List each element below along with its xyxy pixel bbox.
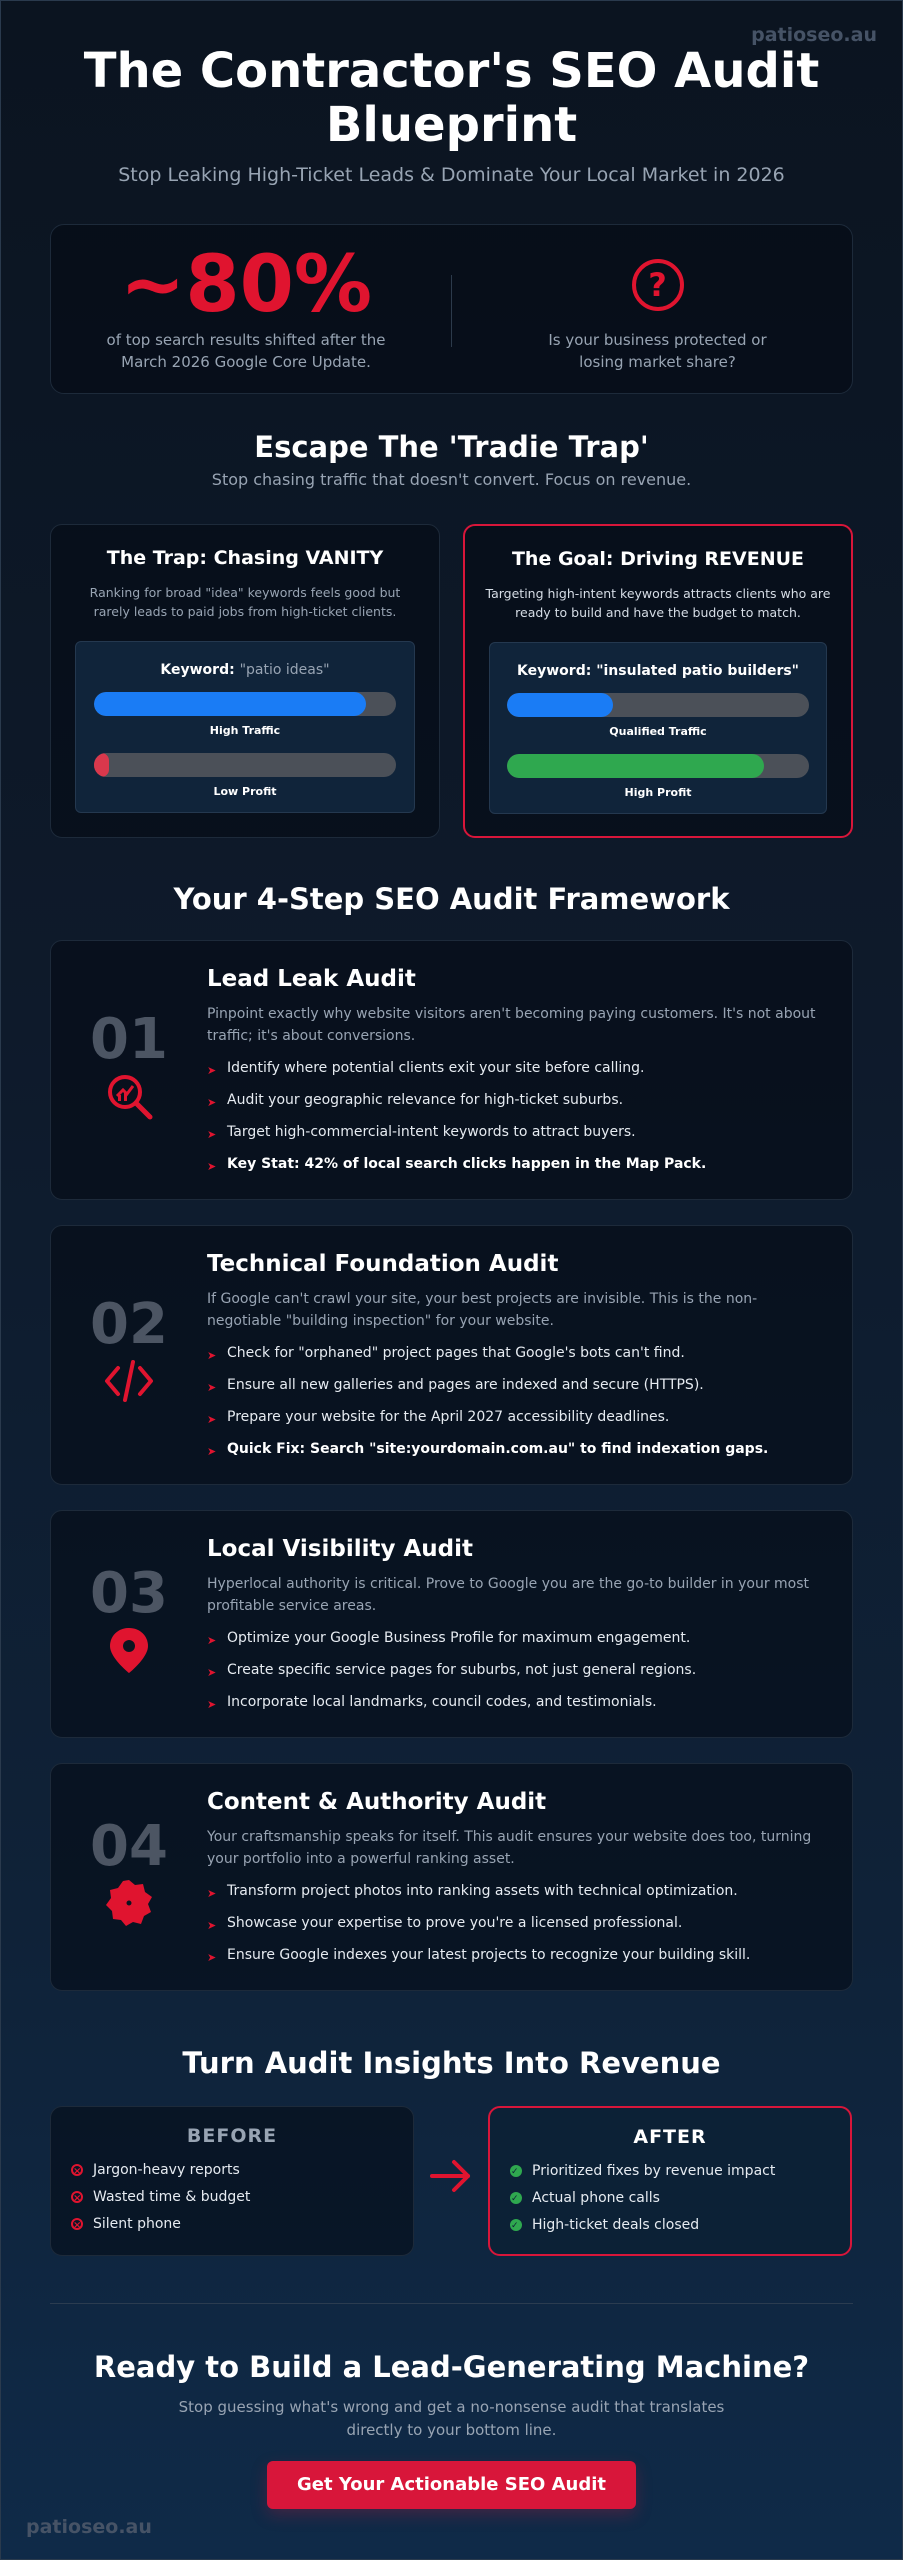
list-item-text: Optimize your Google Business Profile for maximum engagement.: [227, 1630, 691, 1646]
trap-bar-traffic-fill: [94, 692, 366, 716]
list-item: [207, 1089, 822, 1111]
arrow-icon: ➤: [207, 1381, 217, 1394]
step-list: [207, 1627, 822, 1713]
goal-card-title: The Goal: Driving REVENUE: [511, 548, 805, 570]
trap-section-title: Escape The 'Tradie Trap': [254, 430, 649, 464]
arrow-right-icon: [428, 2156, 474, 2196]
before-list: [71, 2161, 413, 2233]
list-item: [510, 2189, 850, 2207]
trap-keyword-label: Keyword:: [160, 662, 235, 678]
cta-subtitle-wrap: [0, 2396, 903, 2442]
step-card-3: [50, 1510, 853, 1738]
list-item: [510, 2216, 850, 2234]
list-item: [207, 1342, 822, 1364]
step-list: [207, 1057, 822, 1175]
goal-bar-traffic-label: Qualified Traffic: [609, 725, 707, 738]
cta-title: Ready to Build a Lead-Generating Machine?: [93, 2350, 810, 2384]
goal-bar-traffic-fill: [507, 693, 613, 717]
stat-divider: [451, 275, 452, 347]
trap-bar-profit: [94, 753, 396, 777]
list-item: [71, 2161, 413, 2179]
step-body: [207, 1250, 822, 1470]
list-item-text: High-ticket deals closed: [532, 2217, 700, 2233]
goal-card-description: Targeting high-intent keywords attracts clients who are ready to build and have the budget to match.: [485, 586, 831, 620]
step-body: [207, 965, 822, 1185]
x-circle-icon: [71, 2191, 83, 2203]
x-circle-icon: [71, 2164, 83, 2176]
list-item: [207, 1912, 822, 1934]
step-number: 03: [90, 1561, 168, 1626]
map-pin-icon: [104, 1625, 154, 1675]
list-item: [207, 1880, 822, 1902]
page-subtitle: Stop Leaking High-Ticket Leads & Dominate Your Local Market in 2026: [118, 164, 785, 186]
list-item-text: Showcase your expertise to prove you're a licensed professional.: [227, 1915, 683, 1931]
step-card-1: [50, 940, 853, 1200]
arrow-icon: ➤: [207, 1349, 217, 1362]
list-item-text: Quick Fix: Search "site:yourdomain.com.au" to find indexation gaps.: [227, 1441, 769, 1457]
before-title: BEFORE: [186, 2125, 278, 2147]
list-item-text: Key Stat: 42% of local search clicks happen in the Map Pack.: [227, 1156, 707, 1172]
brand-logo-top: patioseo.au: [751, 24, 877, 46]
list-item-text: Incorporate local landmarks, council codes, and testimonials.: [227, 1694, 657, 1710]
list-item-text: Audit your geographic relevance for high-ticket suburbs.: [227, 1092, 624, 1108]
list-item-text: Silent phone: [93, 2216, 181, 2232]
step-description: Your craftsmanship speaks for itself. This audit ensures your website does too, turning your portfolio into a powerful ranking asset.: [207, 1829, 812, 1867]
trap-keyword-value: "patio ideas": [239, 662, 330, 678]
list-item-text: Prioritized fixes by revenue impact: [532, 2163, 776, 2179]
code-icon: [104, 1356, 154, 1406]
step-number: 01: [90, 1007, 168, 1072]
after-card: [488, 2106, 852, 2256]
list-item: [207, 1121, 822, 1143]
list-item-highlight: [207, 1438, 822, 1460]
list-item-text: Check for "orphaned" project pages that Google's bots can't find.: [227, 1345, 685, 1361]
list-item-text: Identify where potential clients exit your site before calling.: [227, 1060, 645, 1076]
step-body: [207, 1788, 822, 1976]
before-card: [50, 2106, 414, 2256]
goal-card: [463, 524, 853, 838]
step-description: If Google can't crawl your site, your best projects are invisible. This is the non-negotiable "building inspection" for your website.: [207, 1291, 758, 1329]
cta-button[interactable]: Get Your Actionable SEO Audit: [267, 2461, 636, 2509]
stat-card: [50, 224, 853, 394]
step-title: Local Visibility Audit: [207, 1536, 473, 1562]
list-item: [207, 1691, 822, 1713]
list-item: [207, 1374, 822, 1396]
brand-logo-bottom: patioseo.au: [26, 2516, 152, 2538]
framework-title: Your 4-Step SEO Audit Framework: [173, 882, 730, 916]
list-item: [71, 2188, 413, 2206]
goal-keyword: [490, 663, 826, 679]
trap-bar-traffic-label: High Traffic: [209, 724, 281, 737]
step-description: Pinpoint exactly why website visitors aren't becoming paying customers. It's not about traffic; it's about conversions.: [207, 1006, 816, 1044]
list-item-text: Create specific service pages for suburbs, not just general regions.: [227, 1662, 697, 1678]
list-item: [207, 1944, 822, 1966]
page-title: The Contractor's SEO Audit Blueprint: [83, 43, 820, 153]
arrow-icon: ➤: [207, 1064, 217, 1077]
list-item: [207, 1406, 822, 1428]
stat-description: of top search results shifted after the March 2026 Google Core Update.: [106, 331, 386, 371]
trap-keyword-box: [75, 641, 415, 813]
list-item-text: Wasted time & budget: [93, 2189, 251, 2205]
stat-left: [51, 225, 441, 393]
step-title: Content & Authority Audit: [207, 1789, 547, 1815]
arrow-icon: ➤: [207, 1096, 217, 1109]
goal-bar-profit-fill: [507, 754, 764, 778]
arrow-icon: ➤: [207, 1887, 217, 1900]
step-list: [207, 1880, 822, 1966]
step-card-4: [50, 1763, 853, 1991]
trap-bar-traffic: [94, 692, 396, 716]
step-title: Technical Foundation Audit: [207, 1251, 559, 1277]
stat-question: Is your business protected or losing market share?: [548, 331, 767, 371]
trap-bar-profit-fill: [94, 753, 109, 777]
arrow-icon: ➤: [207, 1919, 217, 1932]
award-badge-icon: [104, 1878, 154, 1928]
list-item-text: Ensure all new galleries and pages are indexed and secure (HTTPS).: [227, 1377, 704, 1393]
list-item-text: Ensure Google indexes your latest projects to recognize your building skill.: [227, 1947, 751, 1963]
x-circle-icon: [71, 2218, 83, 2230]
step-description: Hyperlocal authority is critical. Prove to Google you are the go-to builder in your most profitable service areas.: [207, 1576, 810, 1614]
list-item-text: Transform project photos into ranking assets with technical optimization.: [227, 1883, 738, 1899]
list-item: [207, 1057, 822, 1079]
search-chart-icon: [104, 1071, 154, 1121]
stat-right: [461, 225, 854, 393]
divider: [50, 2303, 853, 2304]
after-list: [510, 2162, 850, 2234]
list-item-text: Prepare your website for the April 2027 accessibility deadlines.: [227, 1409, 670, 1425]
list-item-highlight: [207, 1153, 822, 1175]
trap-keyword: [76, 662, 414, 678]
check-circle-icon: [510, 2219, 522, 2231]
trap-card-title: The Trap: Chasing VANITY: [106, 547, 384, 569]
list-item-text: Jargon-heavy reports: [93, 2162, 240, 2178]
trap-section-subtitle: Stop chasing traffic that doesn't convert. Focus on revenue.: [211, 470, 692, 489]
list-item: [510, 2162, 850, 2180]
step-number: 02: [90, 1292, 168, 1357]
arrow-icon: ➤: [207, 1160, 217, 1173]
arrow-icon: ➤: [207, 1128, 217, 1141]
step-number: 04: [90, 1814, 168, 1879]
check-circle-icon: [510, 2192, 522, 2204]
arrow-icon: ➤: [207, 1666, 217, 1679]
list-item: [71, 2215, 413, 2233]
arrow-icon: ➤: [207, 1698, 217, 1711]
list-item-text: Actual phone calls: [532, 2190, 660, 2206]
after-title: AFTER: [633, 2126, 707, 2148]
goal-bar-profit: [507, 754, 809, 778]
step-list: [207, 1342, 822, 1460]
list-item: [207, 1659, 822, 1681]
check-circle-icon: [510, 2165, 522, 2177]
step-card-2: [50, 1225, 853, 1485]
step-body: [207, 1535, 822, 1723]
arrow-icon: ➤: [207, 1413, 217, 1426]
step-title: Lead Leak Audit: [207, 966, 416, 992]
goal-bar-traffic: [507, 693, 809, 717]
arrow-icon: ➤: [207, 1445, 217, 1458]
arrow-icon: ➤: [207, 1951, 217, 1964]
stat-value: ~80%: [119, 240, 373, 330]
goal-bar-profit-label: High Profit: [624, 786, 692, 799]
trap-card: [50, 524, 440, 838]
trap-card-description: Ranking for broad "idea" keywords feels good but rarely leads to paid jobs from high-ticket clients.: [89, 585, 401, 619]
goal-keyword-label: Keyword:: [517, 663, 592, 679]
revenue-title: Turn Audit Insights Into Revenue: [182, 2046, 721, 2080]
list-item: [207, 1627, 822, 1649]
question-circle-icon: ?: [632, 259, 684, 311]
goal-keyword-box: [489, 642, 827, 814]
goal-keyword-value: "insulated patio builders": [596, 663, 799, 679]
cta-subtitle: Stop guessing what's wrong and get a no-nonsense audit that translates directly to your bottom line.: [178, 2398, 725, 2439]
trap-bar-profit-label: Low Profit: [213, 785, 277, 798]
arrow-icon: ➤: [207, 1634, 217, 1647]
list-item-text: Target high-commercial-intent keywords to attract buyers.: [227, 1124, 636, 1140]
